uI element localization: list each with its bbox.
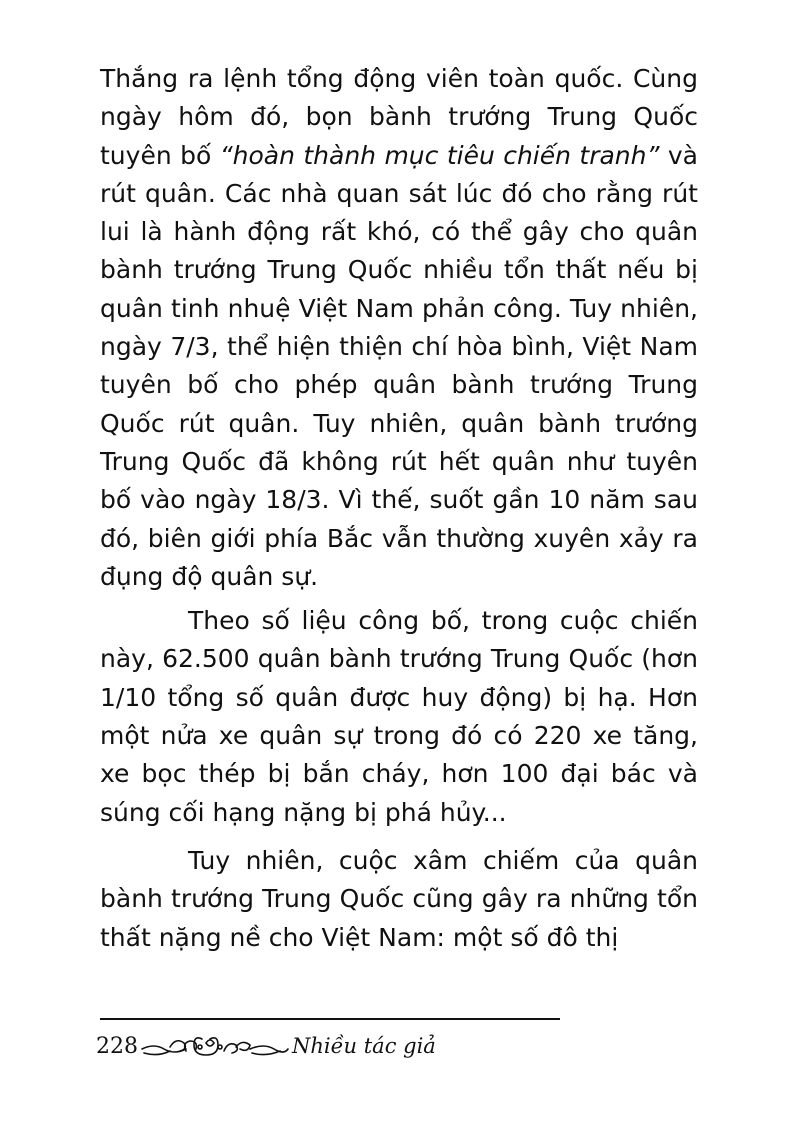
page-number: 228 [96, 1033, 138, 1059]
paragraph-3: Tuy nhiên, cuộc xâm chiếm của quân bành trướng Trung Quốc cũng gây ra những tổn thất nặng nề cho Việt Nam: một số đô thị [100, 845, 698, 952]
paragraph-1-quote: “hoàn thành mục tiêu chiến tranh” [219, 140, 660, 170]
paragraph-1-text-a: Thắng ra lệnh tổng động viên toàn quốc. Cùng ngày hôm đó, bọn bành trướng Trung Quốc tuyên bố [100, 64, 698, 170]
page-footer [96, 1026, 436, 1066]
scroll-ornament-icon [140, 1029, 290, 1063]
page-body [100, 60, 698, 957]
paragraph-1 [100, 60, 698, 596]
footer-rule [100, 1018, 560, 1020]
author-name: Nhiều tác giả [292, 1034, 436, 1058]
paragraph-2: Theo số liệu công bố, trong cuộc chiến này, 62.500 quân bành trướng Trung Quốc (hơn 1/10 tổng số quân được huy động) bị hạ. Hơn một nửa xe quân sự trong đó có 220 xe tăng, xe bọc thép bị bắn cháy, hơn 100 đại bác và súng cối hạng nặng bị phá hủy... [100, 606, 698, 827]
paragraph-1-text-b: và rút quân. Các nhà quan sát lúc đó cho rằng rút lui là hành động rất khó, có thể gây cho quân bành trướng Trung Quốc nhiều tổn thất nếu bị quân tinh nhuệ Việt Nam phản công. Tuy nhiên, ngày 7/3, thể hiện thiện chí hòa bình, Việt Nam tuyên bố cho phép quân bành trướng Trung Quốc rút quân. Tuy nhiên, quân bành trướng Trung Quốc đã không rút hết quân như tuyên bố vào ngày 18/3. Vì thế, suốt gần 10 năm sau đó, biên giới phía Bắc vẫn thường xuyên xảy ra đụng độ quân sự. [100, 140, 698, 591]
